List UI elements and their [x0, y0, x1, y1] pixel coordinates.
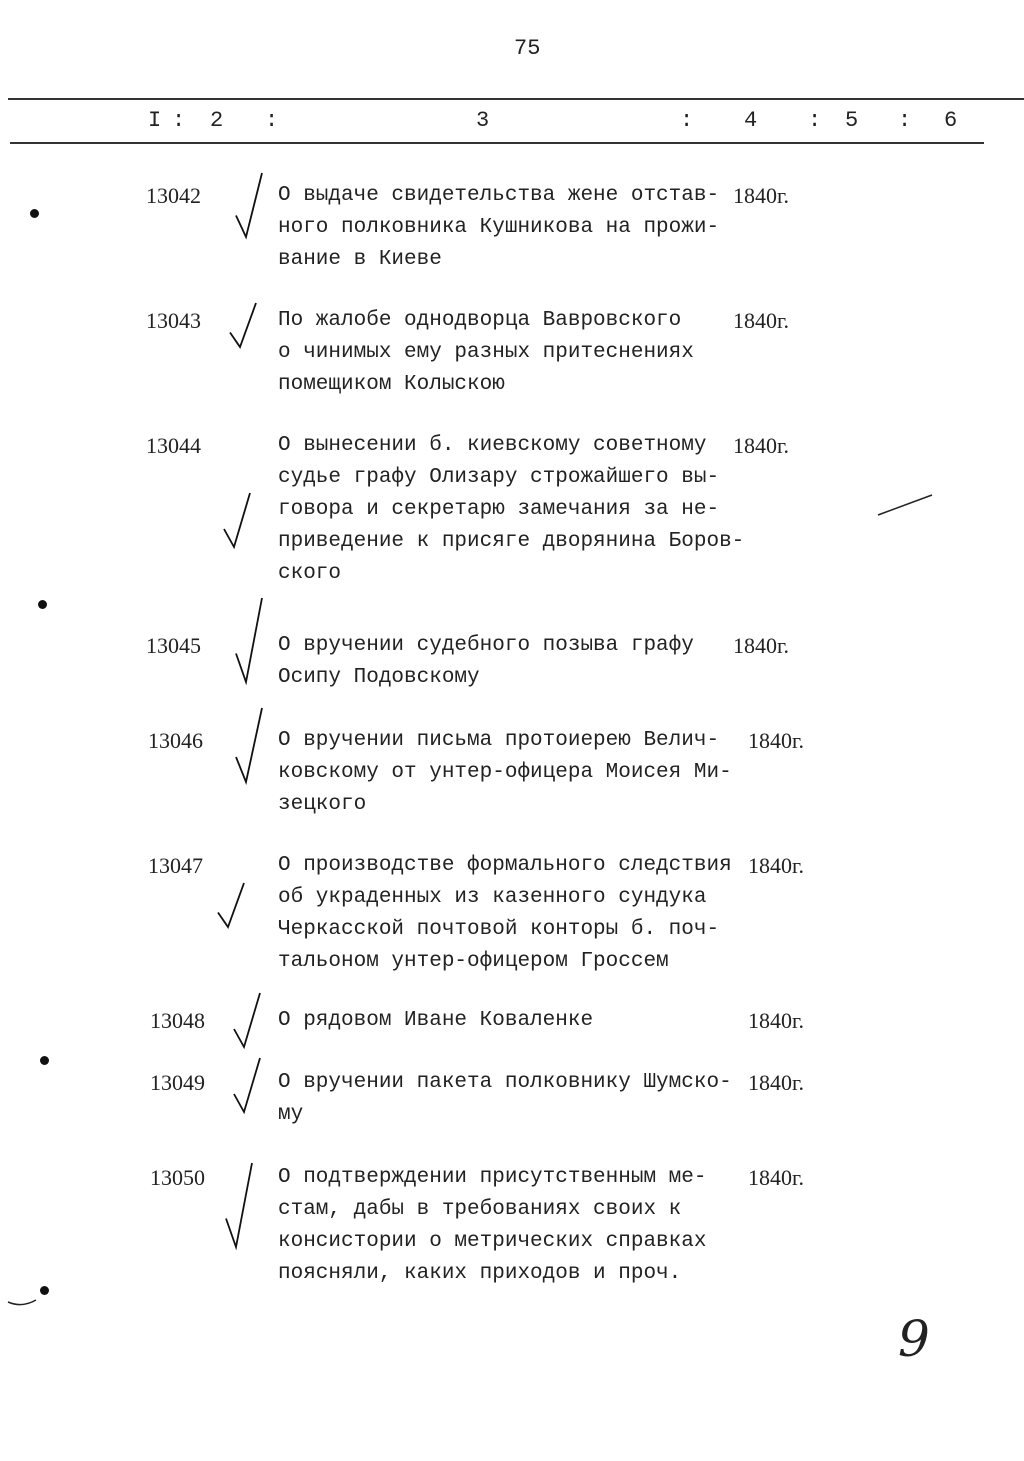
description-line: О вручении пакета полковнику Шумско-: [278, 1071, 732, 1094]
case-year: 1840г.: [733, 308, 790, 333]
description-line: стам, дабы в требованиях своих к: [278, 1198, 682, 1221]
handwritten-sheet-number: 9: [898, 1310, 930, 1368]
column-1: I: [148, 108, 162, 133]
header-bottom-rule: [10, 142, 984, 144]
description-line: му: [278, 1103, 304, 1126]
pen-stroke: [4, 1290, 44, 1310]
case-number: 13042: [146, 183, 201, 208]
description-line: поясняли, каких приходов и проч.: [278, 1262, 682, 1285]
case-description: [278, 430, 744, 590]
description-line: О вручении письма протоиерею Велич-: [278, 729, 720, 752]
case-number: 13050: [150, 1165, 205, 1190]
case-year: 1840г.: [748, 853, 805, 878]
column-6: 6: [944, 108, 958, 133]
check-mark-icon: [222, 1160, 262, 1250]
column-2: 2: [210, 108, 224, 133]
description-line: ского: [278, 562, 342, 585]
case-year: 1840г.: [748, 1165, 805, 1190]
case-number: 13049: [150, 1070, 205, 1095]
punch-hole-mark: [30, 209, 39, 218]
description-line: вание в Киеве: [278, 248, 442, 271]
case-description: [278, 850, 732, 978]
case-description: [278, 1067, 732, 1131]
case-description: [278, 1005, 593, 1037]
column-sep: :: [808, 108, 822, 133]
case-number: 13047: [148, 853, 203, 878]
case-number: 13048: [150, 1008, 205, 1033]
case-year: 1840г.: [748, 728, 805, 753]
check-mark-icon: [232, 170, 272, 240]
description-line: Черкасской почтовой конторы б. поч-: [278, 918, 720, 941]
column-3: 3: [476, 108, 490, 133]
description-line: говора и секретарю замечания за не-: [278, 498, 720, 521]
pen-stroke: [870, 490, 940, 520]
description-line: Осипу Подовскому: [278, 666, 480, 689]
check-mark-icon: [232, 705, 272, 785]
punch-hole-mark: [38, 600, 47, 609]
description-line: приведение к присяге дворянина Боров-: [278, 530, 745, 553]
case-description: [278, 1162, 706, 1290]
case-number: 13043: [146, 308, 201, 333]
description-line: О подтверждении присутственным ме-: [278, 1166, 707, 1189]
description-line: О рядовом Иване Коваленке: [278, 1009, 594, 1032]
case-number: 13045: [146, 633, 201, 658]
check-mark-icon: [230, 990, 270, 1050]
case-year: 1840г.: [733, 433, 790, 458]
check-mark-icon: [226, 300, 266, 350]
check-mark-icon: [214, 880, 254, 930]
description-line: О производстве формального следствия: [278, 854, 732, 877]
page-number: 75: [514, 36, 541, 61]
case-description: [278, 180, 719, 276]
description-line: ного полковника Кушникова на прожи-: [278, 216, 720, 239]
description-line: помещиком Колыскою: [278, 373, 505, 396]
check-mark-icon: [232, 595, 272, 685]
case-year: 1840г.: [733, 183, 790, 208]
check-mark-icon: [230, 1055, 270, 1115]
description-line: О вручении судебного позыва графу: [278, 634, 694, 657]
case-number: 13046: [148, 728, 203, 753]
case-description: [278, 630, 694, 694]
column-sep: :: [172, 108, 186, 133]
case-description: [278, 305, 694, 401]
description-line: О вынесении б. киевскому советному: [278, 434, 707, 457]
description-line: зецкого: [278, 793, 367, 816]
case-year: 1840г.: [733, 633, 790, 658]
column-4: 4: [744, 108, 758, 133]
description-line: об украденных из казенного сундука: [278, 886, 707, 909]
description-line: По жалобе однодворца Вавровского: [278, 309, 682, 332]
column-sep: :: [680, 108, 694, 133]
description-line: ковскому от унтер-офицера Моисея Ми-: [278, 761, 732, 784]
column-5: 5: [845, 108, 859, 133]
case-year: 1840г.: [748, 1070, 805, 1095]
description-line: о чинимых ему разных притеснениях: [278, 341, 694, 364]
column-sep: :: [898, 108, 912, 133]
header-top-rule: [8, 98, 1024, 100]
case-description: [278, 725, 732, 821]
description-line: судье графу Олизару строжайшего вы-: [278, 466, 720, 489]
punch-hole-mark: [40, 1056, 49, 1065]
column-sep: :: [265, 108, 279, 133]
check-mark-icon: [220, 490, 260, 550]
description-line: О выдаче свидетельства жене отстав-: [278, 184, 720, 207]
case-number: 13044: [146, 433, 201, 458]
case-year: 1840г.: [748, 1008, 805, 1033]
description-line: тальоном унтер-офицером Гроссем: [278, 950, 669, 973]
description-line: консистории о метрических справках: [278, 1230, 707, 1253]
